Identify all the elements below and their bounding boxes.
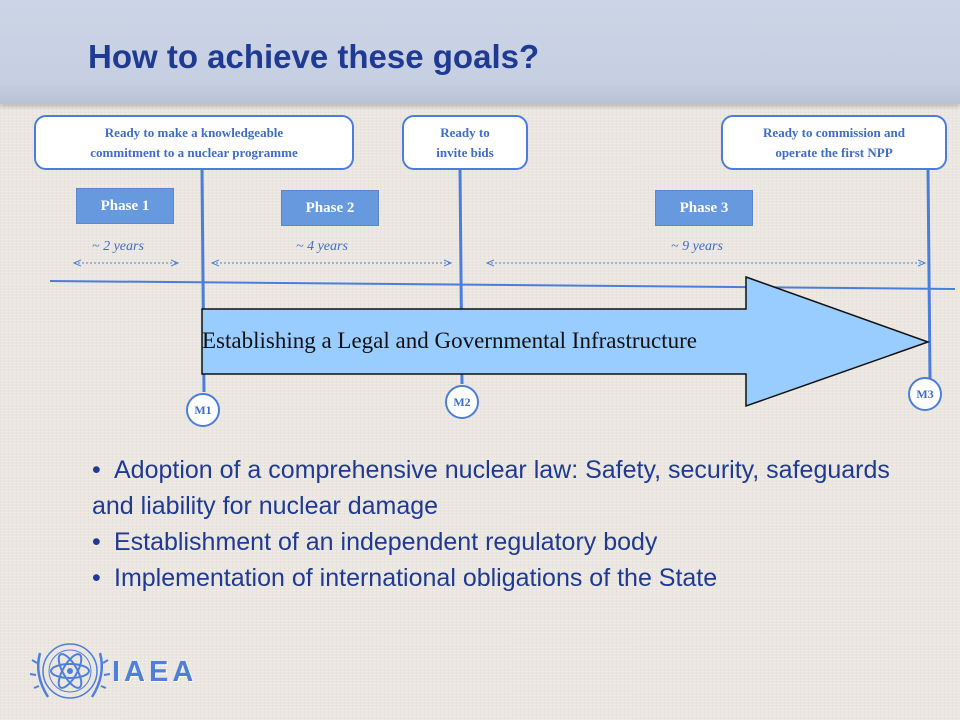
slide-title: How to achieve these goals? xyxy=(88,38,540,75)
milestone-3-marker: M3 xyxy=(908,377,942,411)
phase-2-duration: ~ 4 years xyxy=(296,239,348,254)
milestone-2-box: Ready to invite bids xyxy=(402,115,528,170)
bullet-dot-icon: • xyxy=(92,528,101,556)
milestone-1-box: Ready to make a knowledgeable commitment to a nuclear programme xyxy=(34,115,354,170)
milestone-3-box: Ready to commission and operate the first NPP xyxy=(721,115,947,170)
bullet-text: Establishment of an independent regulatory body xyxy=(114,528,658,556)
bullet-item xyxy=(92,452,912,524)
bullet-text: Implementation of international obligations of the State xyxy=(114,564,718,592)
bullet-item xyxy=(92,560,912,596)
iaea-logo-text: IAEA xyxy=(112,656,198,688)
bullet-item xyxy=(92,524,912,560)
milestone-2-marker: M2 xyxy=(445,385,479,419)
bullet-dot-icon: • xyxy=(92,564,101,592)
m3-vertical-line xyxy=(928,168,930,378)
infrastructure-arrow-label: Establishing a Legal and Governmental Infrastructure xyxy=(202,328,697,353)
phase-1-box: Phase 1 xyxy=(76,188,174,224)
bullet-list xyxy=(92,452,912,596)
timeline-axis xyxy=(50,281,955,289)
iaea-emblem-icon xyxy=(30,644,110,698)
phase-3-box: Phase 3 xyxy=(655,190,753,226)
phase-2-box: Phase 2 xyxy=(281,190,379,226)
phase-3-duration: ~ 9 years xyxy=(671,239,723,254)
bullet-dot-icon: • xyxy=(92,456,101,484)
milestone-1-marker: M1 xyxy=(186,393,220,427)
phase-1-duration: ~ 2 years xyxy=(92,239,144,254)
bullet-text: Adoption of a comprehensive nuclear law: Safety, security, safeguards and liability for nuclear damage xyxy=(92,456,890,520)
